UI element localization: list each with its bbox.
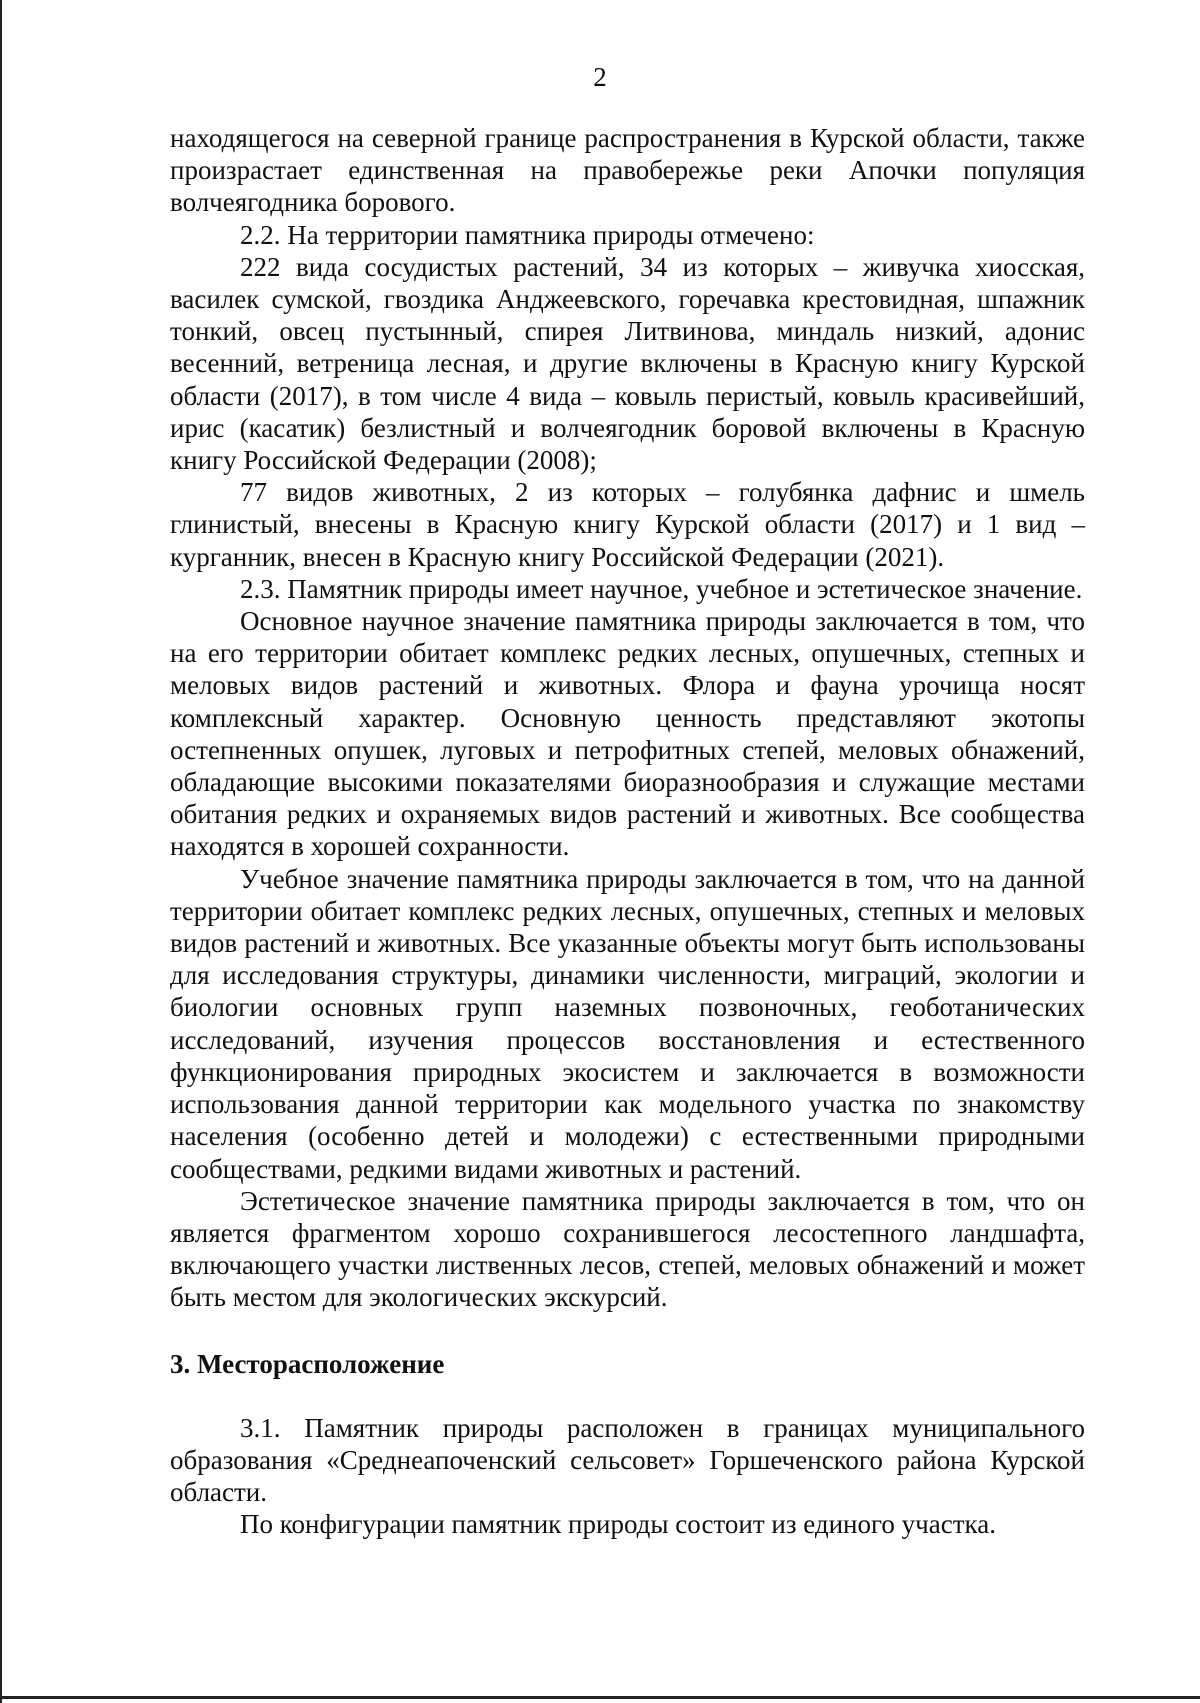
paragraph-aesthetic-value: Эстетическое значение памятника природы заключается в том, что он является фрагментом хорошо сохранившегося лесостепного ландшафта, включающего участки лиственных лесов, степей, меловых обнажений и может быть местом для экологических экскурсий. (170, 1185, 1085, 1313)
paragraph-2-3: 2.3. Памятник природы имеет научное, учебное и эстетическое значение. (240, 573, 1083, 604)
page-number: 2 (593, 62, 607, 92)
scan-border-left (0, 0, 2, 1703)
paragraph-2-2: 2.2. На территории памятника природы отмечено: (240, 219, 815, 250)
paragraph-plant-species: 222 вида сосудистых растений, 34 из которых – живучка хиосская, василек сумской, гвоздика Анджеевского, горечавка крестовидная, шпажник тонкий, овсец пустынный, спирея Литвинова, миндаль низкий, адонис весенний, ветреница лесная, и другие включены в Красную книгу Курской области (2017), в том числе 4 вида – ковыль перистый, ковыль красивейший, ирис (касатик) безлистный и волчеягодник боровой включены в Красную книгу Российской Федерации (2008); (170, 251, 1085, 476)
paragraph-continuation: находящегося на северной границе распространения в Курской области, также произрастает единственная на правобережье реки Апочки популяция волчеягодника борового. (170, 123, 1085, 218)
section-heading-location: 3. Месторасположение (170, 1348, 445, 1379)
document-body (170, 122, 1085, 1541)
paragraph-configuration: По конфигурации памятник природы состоит из единого участка. (240, 1509, 996, 1540)
paragraph-educational-value: Учебное значение памятника природы заключается в том, что на данной территории обитает комплекс редких лесных, опушечных, степных и меловых видов растений и животных. Все указанные объекты могут быть использованы для исследования структуры, динамики численности, миграций, экологии и биологии основных групп наземных позвоночных, геоботанических исследований, изучения процессов восстановления и естественного функционирования природных экосистем и заключается в возможности использования данной территории как модельного участка по знакомству населения (особенно детей и молодежи) с естественными природными сообществами, редкими видами животных и растений. (170, 863, 1085, 1184)
paragraph-animal-species: 77 видов животных, 2 из которых – голубянка дафнис и шмель глинистый, внесены в Красную книгу Курской области (2017) и 1 вид – курганник, внесен в Красную книгу Российской Федерации (2021). (170, 477, 1085, 572)
scan-border-bottom (0, 1696, 1200, 1699)
paragraph-3-1: 3.1. Памятник природы расположен в границах муниципального образования «Среднеапоченский сельсовет» Горшеченского района Курской области. (170, 1412, 1085, 1508)
paragraph-scientific-value: Основное научное значение памятника природы заключается в том, что на его территории обитает комплекс редких лесных, опушечных, степных и меловых видов растений и животных. Флора и фауна урочища носят комплексный характер. Основную ценность представляют экотопы остепненных опушек, луговых и петрофитных степей, меловых обнажений, обладающие высокими показателями биоразнообразия и служащие местами обитания редких и охраняемых видов растений и животных. Все сообщества находятся в хорошей сохранности. (170, 606, 1085, 862)
